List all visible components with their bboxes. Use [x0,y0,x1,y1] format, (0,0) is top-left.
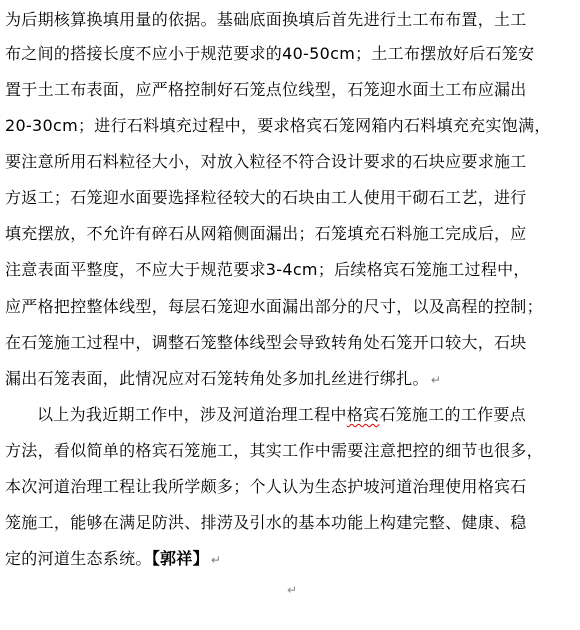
paragraph-1-line-11-text: 漏出石笼表面，此情况应对石笼转角处多加扎丝进行绑扎。 [5,369,429,388]
paragraph-1-line-3: 置于土工布表面，应严格控制好石笼点位线型，石笼迎水面土工布应漏出 [5,80,527,99]
paragraph-2-line-1 [37,405,575,427]
paragraph-1-line-4: 20-30cm；进行石料填充过程中，要求格宾石笼网箱内石料填充充实饱满， [5,116,551,135]
paragraph-2-line-4: 笼施工，能够在满足防洪、排涝及引水的基本功能上构建完整、健康、稳 [5,513,527,532]
paragraph-2-line-5 [5,549,575,571]
paragraph-2-line-3: 本次河道治理工程让我所学颇多；个人认为生态护坡河道治理使用格宾石 [5,477,527,496]
spellcheck-flagged-word: 格宾 [346,405,380,424]
paragraph-1-line-1: 为后期核算换填用量的依据。基础底面换填后首先进行土工布布置，土工 [5,10,527,29]
paragraph-1-line-2: 布之间的搭接长度不应小于规范要求的40-50cm；土工布摆放好后石笼安 [5,44,535,63]
paragraph-1-line-5: 要注意所用石料粒径大小，对放入粒径不符合设计要求的石块应要求施工 [5,152,527,171]
paragraph-mark-icon: ↵ [210,553,222,567]
paragraph-2-last-text: 定的河道生态系统。 [5,549,152,568]
paragraph-2-line-2: 方法，看似简单的格宾石笼施工，其实工作中需要注意把控的细节也很多， [5,441,543,460]
paragraph-2-line-1-start: 以上为我近期工作中，涉及河道治理工程中 [37,405,347,424]
paragraph-1-line-8: 注意表面平整度，不应大于规范要求3-4cm；后续格宾石笼施工过程中， [5,260,530,279]
paragraph-mark-icon: ↵ [430,373,442,387]
paragraph-1-line-11 [5,369,575,391]
paragraph-1-line-9: 应严格把控整体线型，每层石笼迎水面漏出部分的尺寸，以及高程的控制； [5,297,543,316]
paragraph-1-line-10: 在石笼施工过程中，调整石笼整体线型会导致转角处石笼开口较大，石块 [5,333,527,352]
paragraph-1-line-6: 方返工；石笼迎水面要选择粒径较大的石块由工人使用干砌石工艺，进行 [5,188,527,207]
empty-paragraph-mark-icon: ↵ [287,583,298,597]
author-signature: 【郭祥】 [151,549,209,568]
paragraph-2-line-1-end: 石笼施工的工作要点 [379,405,527,424]
paragraph-1-line-7: 填充摆放，不允许有碎石从网箱侧面漏出；石笼填充石料施工完成后，应 [5,224,527,243]
